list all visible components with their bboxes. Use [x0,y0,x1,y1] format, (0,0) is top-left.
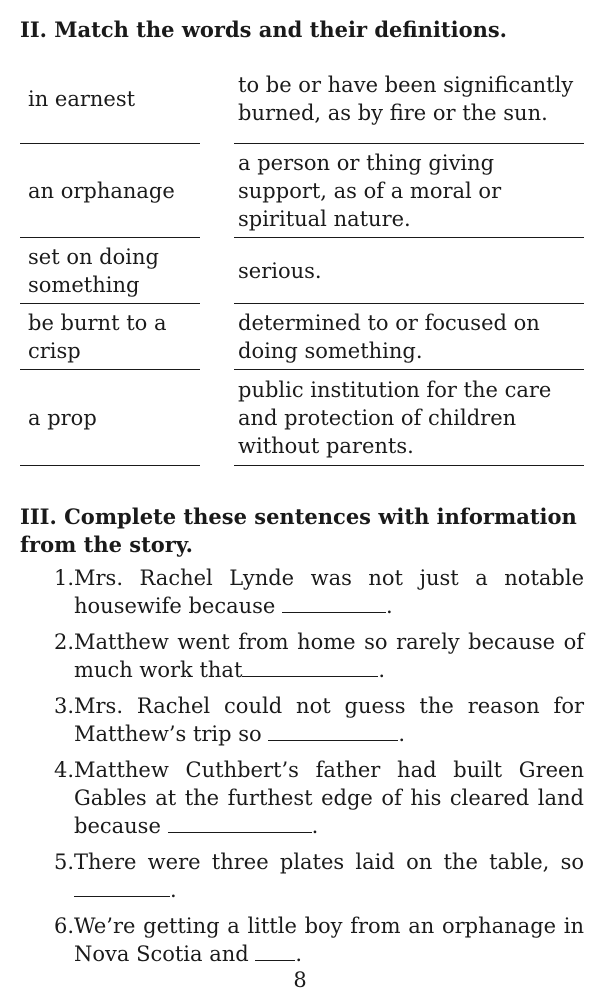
sentence-text: Mrs. Rachel could not guess the reason for Matthew’s trip so [74,694,584,746]
match-row [20,370,584,466]
match-row [20,304,584,370]
term-cell: set on doing something [20,238,200,304]
definition-cell: serious. [234,238,584,304]
sentence-number: 3. [53,694,74,718]
sentence-number: 1. [53,566,74,590]
sentence-number: 6. [53,914,74,938]
sentence-item [40,912,584,968]
definition-cell: a person or thing giving support, as of a moral or spiritual nature. [234,144,584,238]
sentence-number: 4. [53,758,74,782]
match-row [20,238,584,304]
section-2-heading: II. Match the words and their definitions. [20,17,507,42]
answer-blank[interactable] [255,940,295,961]
sentence-end: . [170,878,177,902]
match-table [20,58,584,466]
answer-blank[interactable] [268,720,398,741]
answer-blank[interactable] [74,876,170,897]
term-cell: in earnest [20,58,200,144]
sentence-end: . [386,594,393,618]
answer-blank[interactable] [282,592,386,613]
sentence-text: Matthew went from home so rarely because of much work that [74,630,584,682]
term-cell: be burnt to a crisp [20,304,200,370]
sentence-item [40,848,584,904]
page-number: 8 [293,968,307,992]
sentence-list [40,564,584,976]
section-3-heading: III. Complete these sentences with information from the story. [20,504,577,557]
sentence-end: . [398,722,406,746]
match-row [20,58,584,144]
sentence-item [40,628,584,684]
match-row [20,144,584,238]
sentence-number: 5. [53,850,74,874]
sentence-text: There were three plates laid on the table, so [74,850,584,874]
term-cell: a prop [20,370,200,466]
definition-cell: public institution for the care and protection of children without parents. [234,370,584,466]
definition-cell: to be or have been significantly burned, as by fire or the sun. [234,58,584,144]
sentence-end: . [311,814,319,838]
sentence-item [40,756,584,840]
sentence-end: . [378,658,386,682]
term-cell: an orphanage [20,144,200,238]
sentence-item [40,692,584,748]
sentence-end: . [295,942,303,966]
sentence-text: Mrs. Rachel Lynde was not just a notable housewife because [74,566,584,618]
definition-cell: determined to or focused on doing something. [234,304,584,370]
sentence-number: 2. [53,630,74,654]
answer-blank[interactable] [168,812,312,833]
sentence-text: Matthew Cuthbert’s father had built Green Gables at the furthest edge of his cleared land because [74,758,584,838]
sentence-item [40,564,584,620]
answer-blank[interactable] [242,656,378,677]
sentence-text: We’re getting a little boy from an orphanage in Nova Scotia and [74,914,584,966]
